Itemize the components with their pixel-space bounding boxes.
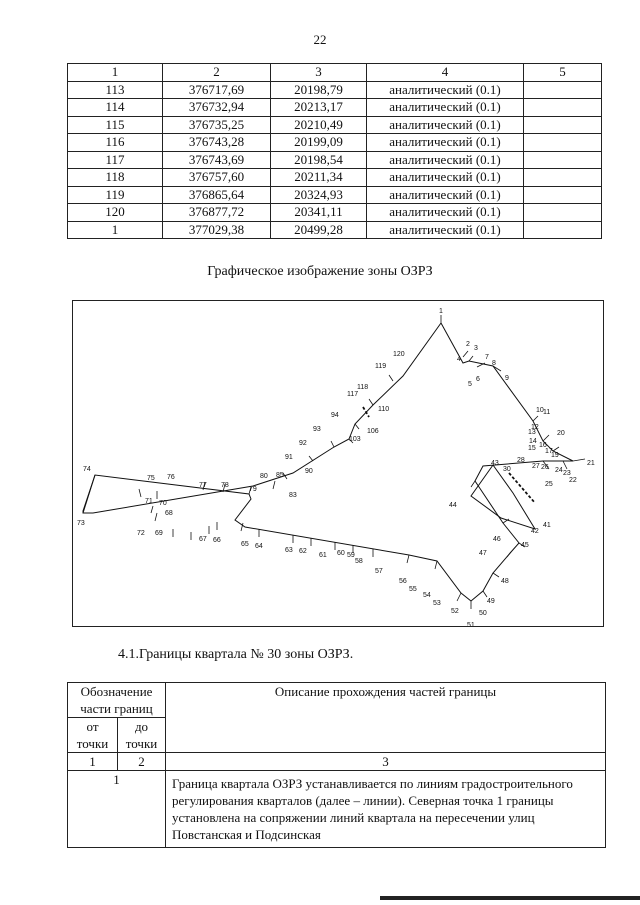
point-label: 16 — [539, 442, 547, 449]
table-cell: 376717,69 — [163, 81, 271, 99]
table-cell: 376732,94 — [163, 99, 271, 117]
point-label: 57 — [375, 568, 383, 575]
zone-boundary-diagram — [72, 300, 604, 627]
point-label: 14 — [529, 438, 537, 445]
point-label: 9 — [505, 375, 509, 382]
point-label: 3 — [474, 345, 478, 352]
table-cell — [524, 116, 602, 134]
table-cell: 20199,09 — [271, 134, 367, 152]
table-cell: 118 — [68, 169, 163, 187]
point-label: 120 — [393, 351, 405, 358]
table-cell — [524, 204, 602, 222]
table-cell: 117 — [68, 151, 163, 169]
point-label: 117 — [347, 391, 359, 398]
table-row — [68, 204, 602, 222]
table-cell: 376757,60 — [163, 169, 271, 187]
point-label: 52 — [451, 608, 459, 615]
table-row — [68, 116, 602, 134]
point-label: 48 — [501, 578, 509, 585]
table-cell: 376735,25 — [163, 116, 271, 134]
point-label: 65 — [241, 541, 249, 548]
point-label: 72 — [137, 530, 145, 537]
point-label: 94 — [331, 412, 339, 419]
table-cell: аналитический (0.1) — [367, 81, 524, 99]
point-label: 13 — [528, 429, 536, 436]
to-point-header: до точки — [118, 718, 166, 753]
point-label: 119 — [375, 363, 387, 370]
table-cell — [524, 81, 602, 99]
table-row — [68, 81, 602, 99]
point-label: 28 — [517, 457, 525, 464]
point-label: 46 — [493, 536, 501, 543]
point-label: 92 — [299, 440, 307, 447]
point-label: 2 — [466, 341, 470, 348]
table-row — [68, 169, 602, 187]
point-label: 4 — [457, 356, 461, 363]
point-label: 80 — [260, 473, 268, 480]
column-header: 4 — [367, 64, 524, 82]
point-label: 103 — [349, 436, 361, 443]
point-label: 60 — [337, 550, 345, 557]
point-label: 110 — [378, 406, 390, 413]
table-cell: 376877,72 — [163, 204, 271, 222]
table-cell: аналитический (0.1) — [367, 169, 524, 187]
table-cell: 376865,64 — [163, 186, 271, 204]
point-label: 74 — [83, 466, 91, 473]
point-label: 23 — [563, 470, 571, 477]
scan-edge-mark — [380, 896, 640, 900]
table-cell: 20210,49 — [271, 116, 367, 134]
table-cell: 20341,11 — [271, 204, 367, 222]
column-header: 1 — [68, 64, 163, 82]
point-label: 27 — [532, 463, 540, 470]
point-label: 54 — [423, 592, 431, 599]
page-number: 22 — [313, 32, 327, 47]
point-label: 118 — [357, 384, 369, 391]
point-label: 50 — [479, 610, 487, 617]
point-label: 67 — [199, 536, 207, 543]
point-label: 30 — [503, 466, 511, 473]
point-label: 63 — [285, 547, 293, 554]
boundary-drawing — [73, 301, 603, 626]
table-cell: 116 — [68, 134, 163, 152]
table-cell: 20213,17 — [271, 99, 367, 117]
point-label: 79 — [249, 486, 257, 493]
table-cell: аналитический (0.1) — [367, 134, 524, 152]
point-label: 26 — [541, 464, 549, 471]
point-label: 41 — [543, 522, 551, 529]
inner-boundary — [471, 465, 535, 529]
point-label: 58 — [355, 558, 363, 565]
table-row — [68, 221, 602, 239]
point-label: 24 — [555, 467, 563, 474]
table-cell: аналитический (0.1) — [367, 186, 524, 204]
point-label: 78 — [221, 482, 229, 489]
point-label: 75 — [147, 475, 155, 482]
point-label: 76 — [167, 474, 175, 481]
point-label: 25 — [545, 481, 553, 488]
coordinates-table — [67, 63, 602, 239]
point-label: 73 — [77, 520, 85, 527]
table-cell — [524, 99, 602, 117]
description-header: Описание прохождения частей границы — [166, 683, 606, 753]
table-cell: аналитический (0.1) — [367, 221, 524, 239]
graphic-title: Графическое изображение зоны ОЗРЗ — [207, 264, 433, 279]
point-label: 10 — [536, 407, 544, 414]
point-label: 5 — [468, 381, 472, 388]
point-label: 47 — [479, 550, 487, 557]
point-label: 21 — [587, 460, 595, 467]
row-from-point: 1 — [68, 771, 166, 848]
point-label: 68 — [165, 510, 173, 517]
table-cell — [524, 151, 602, 169]
section-heading: 4.1.Границы квартала № 30 зоны ОЗРЗ. — [118, 647, 354, 662]
table-cell — [524, 221, 602, 239]
point-label: 45 — [521, 542, 529, 549]
point-label: 62 — [299, 548, 307, 555]
column-number: 1 — [68, 753, 118, 771]
table-header-row — [68, 64, 602, 82]
from-point-header: от точки — [68, 718, 118, 753]
outer-boundary — [83, 323, 573, 601]
point-label: 69 — [155, 530, 163, 537]
point-label: 51 — [467, 622, 475, 626]
point-label: 83 — [289, 492, 297, 499]
table-cell — [524, 169, 602, 187]
left-wing — [83, 475, 95, 513]
table-cell: 120 — [68, 204, 163, 222]
row-description: Граница квартала ОЗРЗ устанавливается по линиям градостроительного регулирования кварталов (далее – линии). Северная точка 1 границы установлена на сопряжении линий квартала на пересечении улиц Повстанская и Подсинская — [166, 771, 606, 848]
point-label: 59 — [347, 552, 355, 559]
point-label: 56 — [399, 578, 407, 585]
column-number: 2 — [118, 753, 166, 771]
point-label: 17 — [545, 448, 553, 455]
table-cell: 20198,54 — [271, 151, 367, 169]
point-label: 44 — [449, 502, 457, 509]
point-label: 19 — [551, 452, 559, 459]
table-cell: аналитический (0.1) — [367, 116, 524, 134]
point-label: 93 — [313, 426, 321, 433]
table-row — [68, 99, 602, 117]
point-label: 61 — [319, 552, 327, 559]
column-number: 3 — [166, 753, 606, 771]
point-label: 15 — [528, 445, 536, 452]
table-row — [68, 151, 602, 169]
point-label: 20 — [557, 430, 565, 437]
column-header: 5 — [524, 64, 602, 82]
point-label: 91 — [285, 454, 293, 461]
column-header: 2 — [163, 64, 271, 82]
point-label: 42 — [531, 528, 539, 535]
point-label: 12 — [531, 424, 539, 431]
point-label: 55 — [409, 586, 417, 593]
table-cell: 113 — [68, 81, 163, 99]
column-header: 3 — [271, 64, 367, 82]
table-cell: 376743,28 — [163, 134, 271, 152]
table-cell — [524, 186, 602, 204]
table-row — [68, 186, 602, 204]
table-cell: аналитический (0.1) — [367, 99, 524, 117]
point-label: 64 — [255, 543, 263, 550]
table-cell: 377029,38 — [163, 221, 271, 239]
point-label: 11 — [543, 409, 551, 416]
table-cell: 20324,93 — [271, 186, 367, 204]
table-cell: 1 — [68, 221, 163, 239]
table-cell: 115 — [68, 116, 163, 134]
table-cell: 376743,69 — [163, 151, 271, 169]
table-cell: 114 — [68, 99, 163, 117]
table-row — [68, 134, 602, 152]
point-label: 66 — [213, 537, 221, 544]
table-cell — [524, 134, 602, 152]
point-label: 6 — [476, 376, 480, 383]
point-label: 90 — [305, 468, 313, 475]
point-label: 71 — [145, 498, 153, 505]
point-label: 1 — [439, 308, 443, 315]
point-label: 106 — [367, 428, 379, 435]
dashed-segments — [363, 407, 535, 503]
point-label: 22 — [569, 477, 577, 484]
boundary-lines — [83, 323, 573, 601]
table-cell: аналитический (0.1) — [367, 151, 524, 169]
point-label: 85 — [276, 472, 284, 479]
point-label: 70 — [159, 500, 167, 507]
boundary-parts-table — [67, 682, 606, 848]
table-cell: 119 — [68, 186, 163, 204]
table-cell: 20499,28 — [271, 221, 367, 239]
point-label: 8 — [492, 360, 496, 367]
point-label: 77 — [199, 482, 207, 489]
designation-header: Обозначение части границ — [68, 683, 166, 718]
point-label: 43 — [491, 460, 499, 467]
point-label: 7 — [485, 354, 489, 361]
table-cell: 20198,79 — [271, 81, 367, 99]
table-cell: 20211,34 — [271, 169, 367, 187]
table-cell: аналитический (0.1) — [367, 204, 524, 222]
point-label: 53 — [433, 600, 441, 607]
point-label: 49 — [487, 598, 495, 605]
